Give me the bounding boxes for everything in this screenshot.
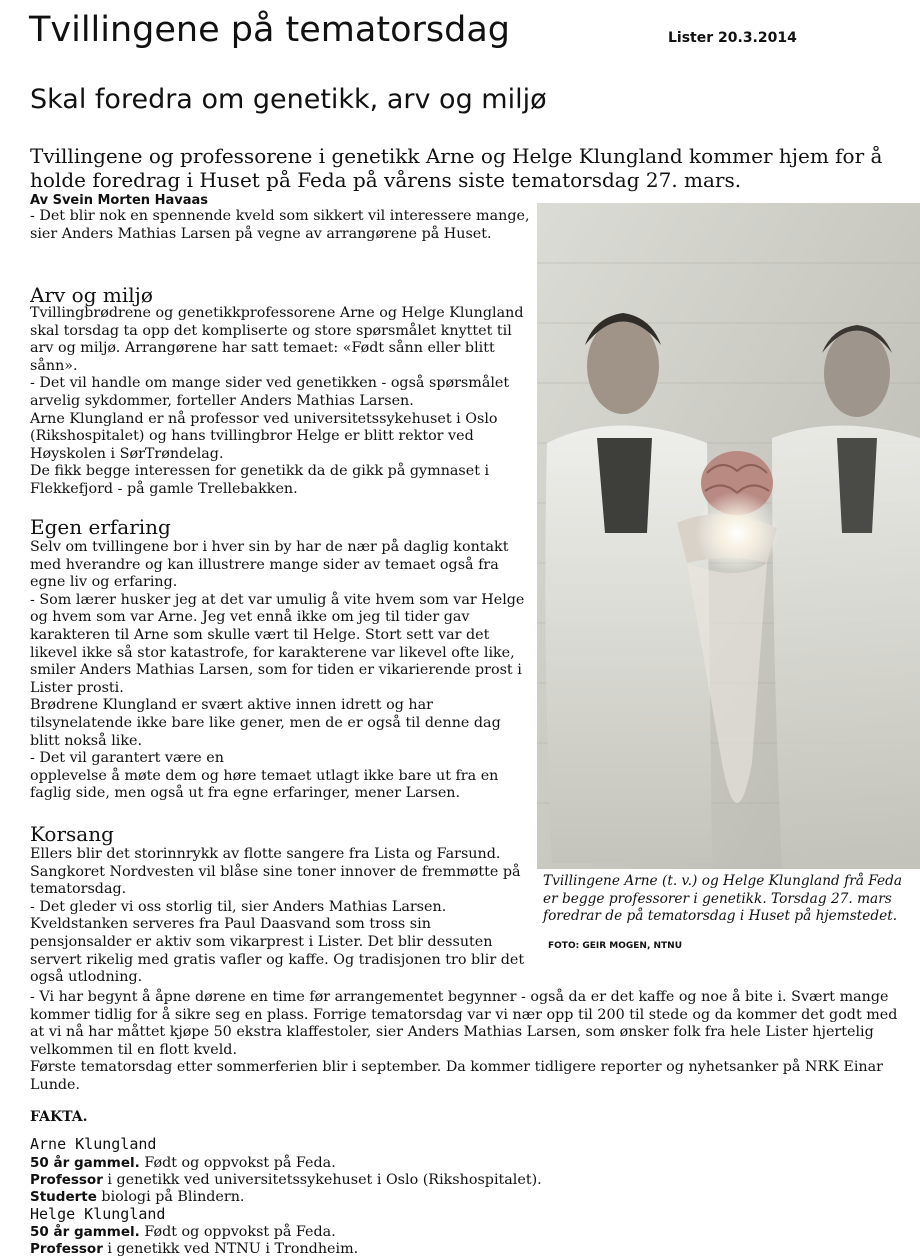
photo-credit: FOTO: GEIR MOGEN, NTNU <box>548 941 683 951</box>
paragraph: Selv om tvillingene bor i hver sin by har de nær på daglig kontakt med hverandre og kan illustrere mange sider av temaet også fra egne liv og erfaring. <box>30 539 509 591</box>
paragraph: De fikk begge interessen for genetikk da de gikk på gymnaset i Flekkefjord - på gamle Trellebakken. <box>30 463 490 497</box>
paragraph: - Det vil handle om mange sider ved genetikken - også spørsmålet arvelig sykdommer, forteller Anders Mathias Larsen. <box>30 375 510 409</box>
paragraph: Brødrene Klungland er svært aktive innen idrett og har tilsynelatende ikke bare like gener, men de er også til denne dag blitt nokså like. <box>30 697 501 749</box>
fakta-line-bold: Professor <box>30 1172 103 1188</box>
article-title: Tvillingene på tematorsdag <box>29 10 510 50</box>
paragraph: - Det vil garantert være en <box>30 750 224 767</box>
fakta-line <box>30 1155 336 1171</box>
fakta-line <box>30 1224 336 1240</box>
fakta-line <box>30 1241 358 1257</box>
fakta-line-text: Født og oppvokst på Feda. <box>139 1224 336 1240</box>
section-body-egen-erfaring <box>30 539 535 803</box>
paragraph: Arne Klungland er nå professor ved universitetssykehuset i Oslo (Rikshospitalet) og hans tvillingbror Helge er blitt rektor ved Høyskolen i SørTrøndelag. <box>30 410 498 462</box>
paragraph: - Det gleder vi oss storlig til, sier Anders Mathias Larsen. <box>30 898 447 915</box>
byline: Av Svein Morten Havaas <box>30 193 208 208</box>
paragraph: Første tematorsdag etter sommerferien blir i september. Da kommer tidligere reporter og nyhetsanker på NRK Einar Lunde. <box>30 1059 884 1093</box>
paragraph: opplevelse å møte dem og høre temaet utlagt ikke bare ut fra en faglig side, men også ut fra egne erfaringer, mener Larsen. <box>30 767 499 802</box>
paragraph: - Som lærer husker jeg at det var umulig å vite hvem som var Helge og hvem som var Arne. Jeg vet ennå ikke om jeg til tider gav karakteren til Arne som skulle vært til Helge. Stort sett var det likevel ikke så stor katastrofe, for karakterene var likevel ofte like, smiler Anders Mathias Larsen, som for tiden er vikarierende prost i Lister prosti. <box>30 591 525 696</box>
intro-paragraph <box>30 208 535 243</box>
closing-paragraphs <box>30 989 910 1095</box>
paragraph: Ellers blir det storinnrykk av flotte sangere fra Lista og Farsund. Sangkoret Nordvesten vil blåse sine toner innover de fremmøtte på tematorsdag. <box>30 846 521 898</box>
fakta-line-bold: Studerte <box>30 1189 97 1205</box>
fakta-heading: FAKTA. <box>30 1109 88 1125</box>
fakta-line-bold: 50 år gammel. <box>30 1155 140 1171</box>
fakta-line <box>30 1172 542 1188</box>
section-heading-egen-erfaring: Egen erfaring <box>30 515 171 539</box>
fakta-line-bold: 50 år gammel. <box>30 1224 140 1240</box>
fakta-person-name: Helge Klungland <box>30 1205 166 1223</box>
fakta-line-bold: Professor <box>30 1241 103 1257</box>
section-body-korsang <box>30 846 530 987</box>
fakta-line-text: biologi på Blindern. <box>96 1189 245 1205</box>
fakta-line <box>30 1189 244 1205</box>
fakta-person-name: Arne Klungland <box>30 1135 157 1153</box>
article-subtitle: Skal foredra om genetikk, arv og miljø <box>30 84 547 115</box>
fakta-line-text: Født og oppvokst på Feda. <box>139 1155 336 1171</box>
fakta-line-text: i genetikk ved universitetssykehuset i Oslo (Rikshospitalet). <box>102 1172 542 1188</box>
fakta-line-text: i genetikk ved NTNU i Trondheim. <box>102 1241 359 1257</box>
paragraph: - Vi har begynt å åpne dørene en time før arrangementet begynner - også da er det kaffe og noe å bite i. Svært mange kommer tidlig for å sikre seg en plass. Forrige tematorsdag var vi nær opp til 200 til stede og da kommer det godt med at vi nå har måttet kjøpe 50 ekstra klaffestoler, sier Anders Mathias Larsen, som ønsker folk fra hele Lister hjertelig velkommen til en flott kveld. <box>30 989 898 1058</box>
section-body-arv-og-miljo <box>30 305 535 499</box>
twins-photo <box>537 203 920 869</box>
intro-text: - Det blir nok en spennende kveld som sikkert vil interessere mange, sier Anders Mathias Larsen på vegne av arrangørene på Huset. <box>30 208 530 242</box>
section-heading-arv-og-miljo: Arv og miljø <box>30 283 153 307</box>
photo-caption: Tvillingene Arne (t. v.) og Helge Klungland frå Feda er begge professorer i genetikk. Torsdag 27. mars foredrar de på tematorsdag i Huset på hjemstedet. <box>543 873 903 924</box>
source-date: Lister 20.3.2014 <box>668 30 797 46</box>
paragraph: Kveldstanken serveres fra Paul Daasvand som tross sin pensjonsalder er aktiv som vikarprest i Lister. Det blir dessuten servert rikelig med gratis vafler og kaffe. Og tradisjonen tro blir det også utlodning. <box>30 916 525 986</box>
paragraph: Tvillingbrødrene og genetikkprofessorene Arne og Helge Klungland skal torsdag ta opp det kompliserte og store spørsmålet knyttet til arv og miljø. Arrangørene har satt temaet: «Født sånn eller blitt sånn». <box>30 305 524 374</box>
section-heading-korsang: Korsang <box>30 822 114 846</box>
lead-paragraph: Tvillingene og professorene i genetikk Arne og Helge Klungland kommer hjem for å holde foredrag i Huset på Feda på vårens siste tematorsdag 27. mars. <box>30 144 883 192</box>
